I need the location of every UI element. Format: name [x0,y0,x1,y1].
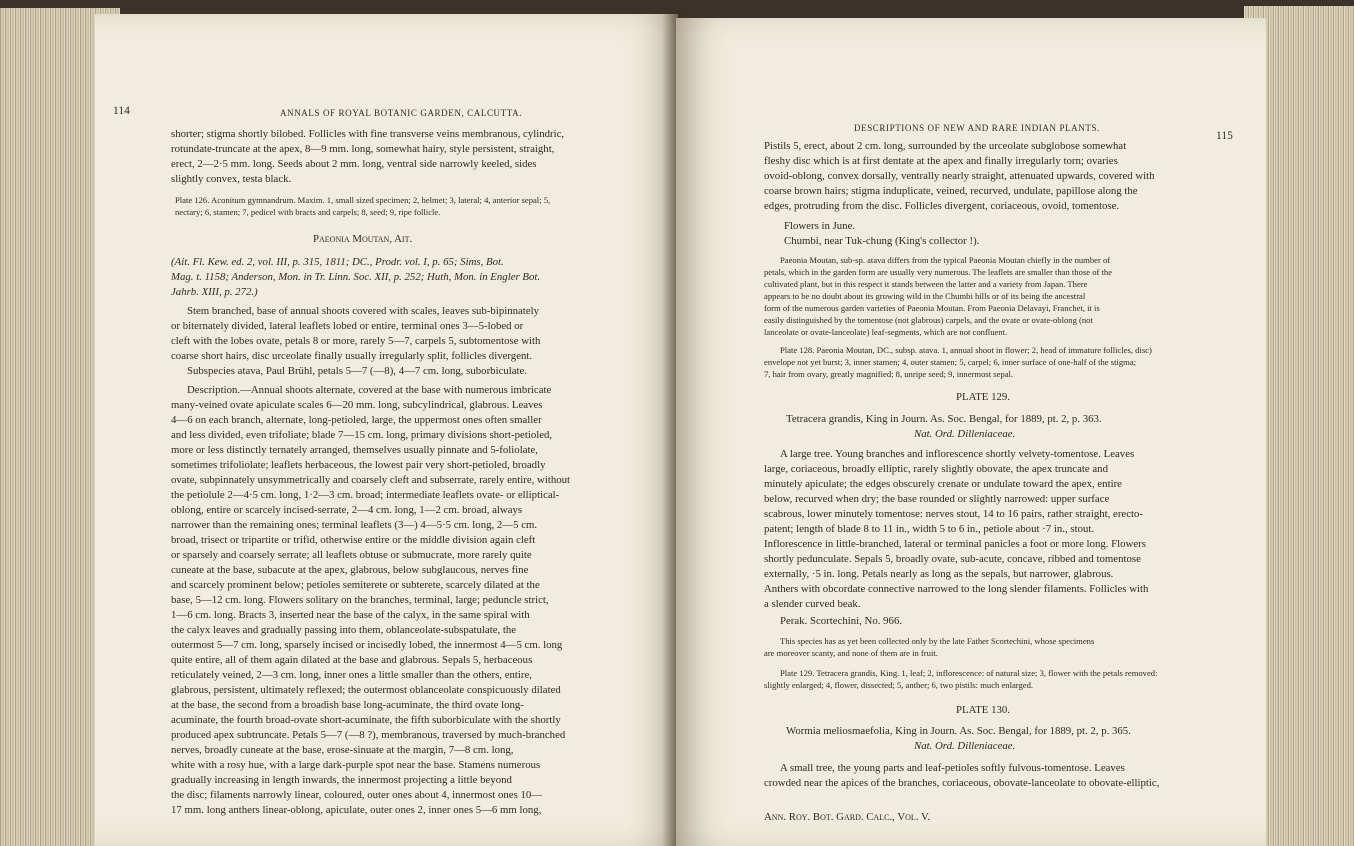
text-line: edges, protruding from the disc. Follicles divergent, coriaceous, ovoid, tomentose. [764,200,1120,212]
right-page [676,18,1266,846]
text-line: large, coriaceous, broadly elliptic, rarely slightly obovate, the apex truncate and [764,463,1108,475]
caption-line: Plate 129. Tetracera grandis, King. 1, leaf; 2, inflorescence: of natural size; 3, flower with the petals removed: [780,668,1158,678]
caption-line: slightly enlarged; 4, flower, dissected; 5, anther; 6, two pistils: much enlarged. [764,680,1034,690]
text-line: quite entire, all of them again dilated at the base and glabrous. Sepals 5, herbaceous [171,654,533,666]
caption-line: envelope not yet burst; 3, inner stamen; 4, outer stamen; 5, carpel; 6, inner surface of one-half of the stigma; [764,357,1137,367]
text-line: coarse brown hairs; stigma induplicate, veined, recurved, undulate, papillose along the [764,185,1138,197]
text-line: minutely apiculate; the edges obscurely crenate or undulate toward the apex, entire [764,478,1122,490]
text-line: produced apex subtruncate. Petals 5—7 (—8 ?), membranous, traversed by much-branched [171,729,566,741]
note-line: form of the numerous garden varieties of Paeonia Moutan. From Paeonia Delavayi, Franchet, it is [764,303,1100,313]
text-line: or sparsely and coarsely serrate; all leaflets obtuse or submucrate, more rarely quite [171,549,532,561]
text-line: patent; length of blade 8 to 11 in., width 5 to 6 in., petiole about ·7 in., stout. [764,523,1095,535]
text-line: outermost 5—7 cm. long, sparsely incised or incisedly lobed, the innermost 4—5 cm. long [171,639,563,651]
text-line: 4—6 on each branch, alternate, long-petioled, large, the uppermost ones often smaller [171,414,542,426]
citation-line: Jahrb. XIII, p. 272.) [171,286,258,298]
text-line: crowded near the apices of the branches, coriaceous, obovate-lanceolate to obovate-elliptic, [764,777,1160,789]
text-line: cuneate at the base, subacute at the apex, glabrous, below subglaucous, nerves fine [171,564,529,576]
text-line: shortly pedunculate. Sepals 5, broadly ovate, sub-acute, concave, ribbed and tomentose [764,553,1141,565]
text-line: A small tree, the young parts and leaf-petioles softly fulvous-tomentose. Leaves [780,762,1125,774]
text-line: Subspecies atava, Paul Brühl, petals 5—7 (—8), 4—7 cm. long, suborbiculate. [187,365,528,377]
page-number: 115 [1216,130,1233,142]
flowering-time: Flowers in June. [784,220,856,232]
text-line: or biternately divided, lateral leaflets lobed or entire, terminal ones 3—5-lobed or [171,320,524,332]
citation-line: Mag. t. 1158; Anderson, Mon. in Tr. Linn. Soc. XII, p. 252; Huth, Mon. in Engler Bot. [171,271,541,283]
text-line: many-veined ovate apiculate scales 6—20 mm. long, subcylindrical, glabrous. Leaves [171,399,543,411]
text-line: gradually increasing in length inwards, the innermost projecting a little beyond [171,774,512,786]
text-line: slightly convex, testa black. [171,173,292,185]
text-line: 1—6 cm. long. Bracts 3, inserted near the base of the calyx, in the same spiral with [171,609,530,621]
text-line: Anthers with obcordate connective narrowed to the long slender filaments. Follicles with [764,583,1149,595]
note-line: easily distinguished by the tomentose (not glabrous) carpels, and the ovate or ovate-oblong (not [764,315,1093,325]
text-line: narrower than the remaining ones; terminal leaflets (3—) 4—5·5 cm. long, 2—5 cm. [171,519,538,531]
text-line: at the base, the second from a broadish base long-acuminate, the third ovate long- [171,699,524,711]
text-line: ovoid-oblong, convex dorsally, ventrally nearly straight, attenuated upwards, covered with [764,170,1155,182]
caption-line: Plate 128. Paeonia Moutan, DC., subsp. atava. 1, annual shoot in flower; 2, head of immature follicles, disc) [780,345,1152,355]
text-line: a slender curved beak. [764,598,861,610]
text-line: cleft with the lobes ovate, petals 8 or more, rarely 5—7, carpels 5, subtomentose with [171,335,541,347]
text-line: Inflorescence in little-branched, lateral or terminal panicles a foot or more long. Flowers [764,538,1146,550]
left-page [95,14,678,846]
note-line: lanceolate or ovate-lanceolate) leaf-segments, which are not confluent. [764,327,1008,337]
text-line: reticulately veined, 2—3 cm. long, inner ones a little smaller than the others, entire, [171,669,532,681]
text-line: and scarcely prominent below; petioles semiterete or subterete, scarcely dilated at the [171,579,540,591]
species-title: Paeonia Moutan, Ait. [313,233,413,245]
note-line: Paeonia Moutan, sub-sp. atava differs from the typical Paeonia Moutan chiefly in the number of [780,255,1111,265]
citation-line: (Ait. Fl. Kew. ed. 2, vol. III, p. 315, 1811; DC., Prodr. vol. I, p. 65; Sims, Bot. [171,256,504,268]
text-line: the disc; filaments narrowly linear, coloured, outer ones about 4, innermost ones 10— [171,789,543,801]
text-line: scabrous, lower minutely tomentose: nerves stout, 14 to 16 pairs, rather straight, erecto- [764,508,1143,520]
text-line: fleshy disc which is at first dentate at the apex and finally irregularly torn; ovaries [764,155,1118,167]
text-line: shorter; stigma shortly bilobed. Follicles with fine transverse veins membranous, cylindric, [171,128,565,140]
text-line: externally, ·5 in. long. Petals nearly as long as the sepals, but narrower, glabrous. [764,568,1114,580]
plate-130-species: Wormia meliosmaefolia, King in Journ. As. Soc. Bengal, for 1889, pt. 2, p. 365. [786,725,1131,737]
text-line: erect, 2—2·5 mm. long. Seeds about 2 mm. long, ventral side narrowly keeled, sides [171,158,537,170]
running-head: ANNALS OF ROYAL BOTANIC GARDEN, CALCUTTA. [280,108,523,118]
text-line: below, recurved when dry; the base rounded or slightly narrowed: upper surface [764,493,1110,505]
note-line: cultivated plant, but in this respect it stands between the latter and a variety from Japan. There [764,279,1088,289]
plate-129-locality: Perak. Scortechini, No. 966. [780,615,903,627]
text-line: Description.—Annual shoots alternate, covered at the base with numerous imbricate [187,384,552,396]
text-line: broad, trisect or tripartite or trifid, otherwise entire or the middle division again cleft [171,534,536,546]
text-line: nerves, broadly cuneate at the base, erose-sinuate at the margin, 7—8 cm. long, [171,744,514,756]
text-line: Pistils 5, erect, about 2 cm. long, surrounded by the urceolate subglobose somewhat [764,140,1127,152]
text-line: more or less distinctly ternately arranged, themselves usually pinnate and 5-foliolate, [171,444,538,456]
text-line: ovate, subpinnately unsymmetrically and coarsely cleft and subserrate, rarely entire, without [171,474,571,486]
text-line: base, 5—12 cm. long. Flowers solitary on the branches, terminal, large; peduncle strict, [171,594,549,606]
plate-130-order: Nat. Ord. Dilleniaceae. [914,740,1016,752]
text-line: and less divided, even trifoliate; blade 7—15 cm. long, primary divisions short-petioled, [171,429,553,441]
text-line: glabrous, persistent, ultimately reflexed; the outermost oblanceolate conspicuously dilated [171,684,561,696]
plate-130-heading: PLATE 130. [956,704,1010,716]
note-line: petals, which in the garden form are usually very numerous. The leaflets are smaller than those of the [764,267,1113,277]
plate-129-species: Tetracera grandis, King in Journ. As. Soc. Bengal, for 1889, pt. 2, p. 363. [786,413,1102,425]
caption-line: nectary; 6, stamen; 7, pedicel with bracts and carpels; 8, seed; 9, ripe follicle. [175,207,441,217]
text-line: sometimes trifoliolate; leaflets herbaceous, the lowest pair very short-petioled, broadly [171,459,546,471]
locality: Chumbi, near Tuk-chung (King's collector !). [784,235,980,247]
text-line: 17 mm. long anthers linear-oblong, apiculate, outer ones 2, inner ones 5—6 mm long, [171,804,542,816]
plate-129-order: Nat. Ord. Dilleniaceae. [914,428,1016,440]
text-line: oblong, entire or scarcely incised-serrate, 2—4 cm. long, 1—2 cm. broad, always [171,504,523,516]
text-line: A large tree. Young branches and inflorescence shortly velvety-tomentose. Leaves [780,448,1135,460]
note-line: appears to be no doubt about its growing wild in the Chumbi hills or of its being the ancestral [764,291,1086,301]
text-line: Stem branched, base of annual shoots covered with scales, leaves sub-bipinnately [187,305,539,317]
page-number: 114 [113,105,130,117]
text-line: rotundate-truncate at the apex, 8—9 mm. long, somewhat hairy, style persistent, straight, [171,143,555,155]
note-line: are moreover scanty, and none of them are in fruit. [764,648,938,658]
text-line: white with a rosy hue, with a large dark-purple spot near the base. Stamens numerous [171,759,541,771]
running-head: DESCRIPTIONS OF NEW AND RARE INDIAN PLANTS. [854,123,1100,133]
caption-line: Plate 126. Aconitum gymnandrum. Maxim. 1, small sized specimen; 2, helmet; 3, lateral; 4, anterior sepal; 5, [175,195,551,205]
text-line: the calyx leaves and gradually passing into them, oblanceolate-subspatulate, the [171,624,517,636]
note-line: This species has as yet been collected only by the late Father Scortechini, whose specimens [780,636,1095,646]
plate-129-heading: PLATE 129. [956,391,1010,403]
text-line: the petiolule 2—4·5 cm. long, 1·2—3 cm. broad; intermediate leaflets ovate- or elliptical- [171,489,560,501]
page-footer: Ann. Roy. Bot. Gard. Calc., Vol. V. [764,811,931,823]
caption-line: 7, hair from ovary, greatly magnified; 8, unripe seed; 9, innermost sepal. [764,369,1014,379]
text-line: acuminate, the fourth broad-ovate short-acuminate, the fifth suborbiculate with the shortly [171,714,561,726]
text-line: coarse short hairs, disc urceolate finally usually irregularly split, follicles divergent. [171,350,533,362]
